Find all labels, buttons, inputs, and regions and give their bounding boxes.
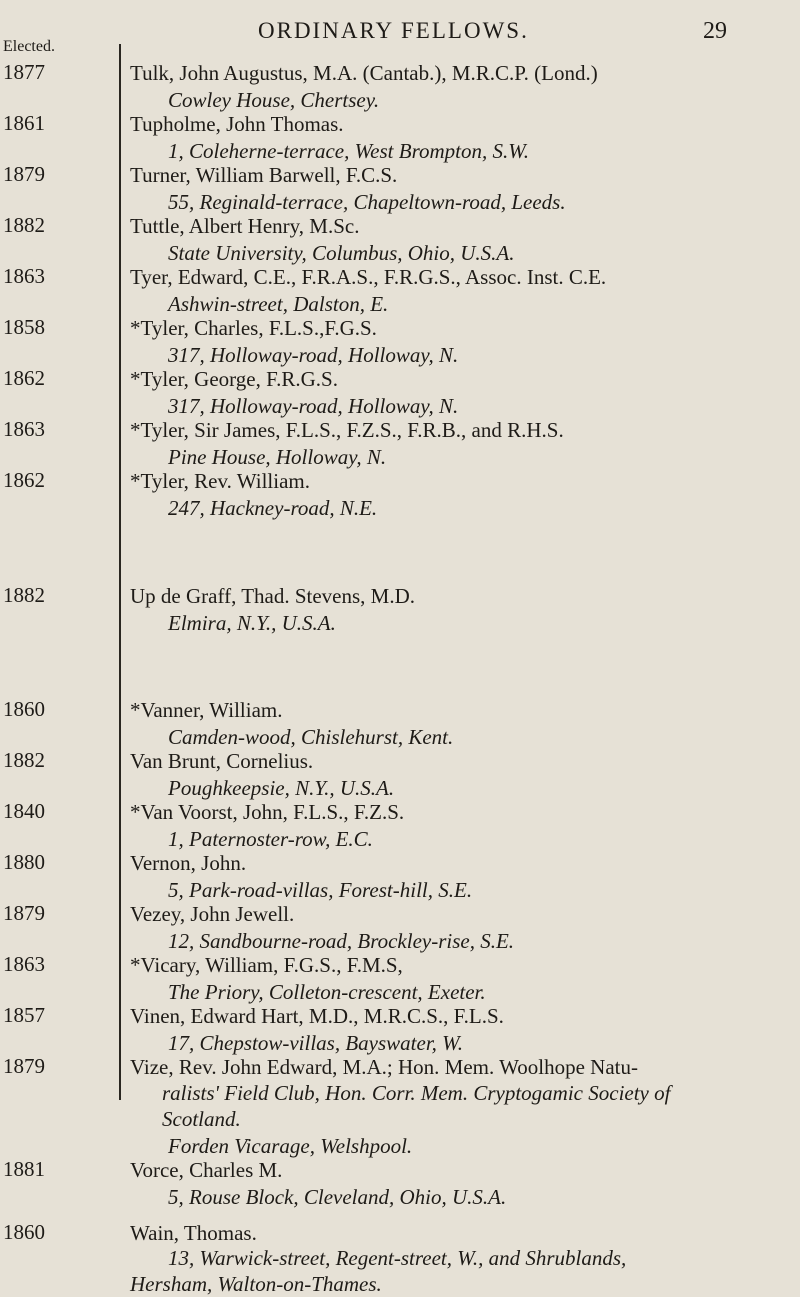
fellow-name: *Tyler, Charles, F.L.S.,F.G.S. [130,316,377,340]
fellow-name: *Tyler, Sir James, F.L.S., F.Z.S., F.R.B., and R.H.S. [130,418,564,442]
election-year: 1840 [3,799,45,823]
fellow-name-continued: ralists' Field Club, Hon. Corr. Mem. Cryptogamic Society of [162,1081,671,1105]
fellow-name: *Vanner, William. [130,698,283,722]
elected-column-label: Elected. [3,38,55,55]
fellow-name: Vorce, Charles M. [130,1158,283,1182]
fellow-name: Tuttle, Albert Henry, M.Sc. [130,214,360,238]
election-year: 1882 [3,583,45,607]
election-year: 1863 [3,952,45,976]
fellow-name: Turner, William Barwell, F.C.S. [130,163,398,187]
election-year: 1862 [3,468,45,492]
fellow-name: *Vicary, William, F.G.S., F.M.S, [130,953,403,977]
fellow-address: 247, Hackney-road, N.E. [168,496,378,520]
election-year: 1877 [3,60,45,84]
fellow-name: Tupholme, John Thomas. [130,112,344,136]
fellow-address: 5, Rouse Block, Cleveland, Ohio, U.S.A. [168,1185,507,1209]
fellow-name: *Tyler, Rev. William. [130,469,310,493]
fellow-name: Van Brunt, Cornelius. [130,749,314,773]
election-year: 1881 [3,1157,45,1181]
fellow-address: The Priory, Colleton-crescent, Exeter. [168,980,486,1004]
fellow-name: Vernon, John. [130,851,247,875]
fellow-address: Cowley House, Chertsey. [168,88,380,112]
fellow-name: Tyer, Edward, C.E., F.R.A.S., F.R.G.S., Assoc. Inst. C.E. [130,265,607,289]
column-divider [119,44,121,1100]
election-year: 1857 [3,1003,45,1027]
election-year: 1863 [3,417,45,441]
fellow-address: 13, Warwick-street, Regent-street, W., and Shrublands, [168,1246,627,1270]
fellow-address-continued: Hersham, Walton-on-Thames. [130,1272,382,1296]
fellow-address: 5, Park-road-villas, Forest-hill, S.E. [168,878,473,902]
election-year: 1862 [3,366,45,390]
fellow-address: Elmira, N.Y., U.S.A. [168,611,336,635]
election-year: 1882 [3,213,45,237]
fellow-address: 1, Paternoster-row, E.C. [168,827,373,851]
fellow-name: Vezey, John Jewell. [130,902,295,926]
election-year: 1879 [3,1054,45,1078]
fellow-address: Pine House, Holloway, N. [168,445,387,469]
fellow-address: 1, Coleherne-terrace, West Brompton, S.W. [168,139,530,163]
election-year: 1880 [3,850,45,874]
fellow-name: Vize, Rev. John Edward, M.A.; Hon. Mem. Woolhope Natu- [130,1055,638,1079]
fellow-address: 317, Holloway-road, Holloway, N. [168,394,459,418]
election-year: 1860 [3,1220,45,1244]
fellow-name: Vinen, Edward Hart, M.D., M.R.C.S., F.L.S. [130,1004,504,1028]
fellow-address: Ashwin-street, Dalston, E. [168,292,389,316]
fellow-name: Wain, Thomas. [130,1221,257,1245]
election-year: 1860 [3,697,45,721]
page-number: 29 [703,18,727,44]
fellow-name-continued: Scotland. [162,1107,241,1131]
fellow-name: *Van Voorst, John, F.L.S., F.Z.S. [130,800,405,824]
election-year: 1879 [3,901,45,925]
fellow-address: 12, Sandbourne-road, Brockley-rise, S.E. [168,929,515,953]
fellow-address: 55, Reginald-terrace, Chapeltown-road, Leeds. [168,190,566,214]
fellow-address: 17, Chepstow-villas, Bayswater, W. [168,1031,463,1055]
election-year: 1861 [3,111,45,135]
fellow-address: 317, Holloway-road, Holloway, N. [168,343,459,367]
running-head: ORDINARY FELLOWS. [258,18,529,43]
fellow-address: Camden-wood, Chislehurst, Kent. [168,725,454,749]
election-year: 1858 [3,315,45,339]
election-year: 1879 [3,162,45,186]
election-year: 1882 [3,748,45,772]
fellow-address: Forden Vicarage, Welshpool. [168,1134,413,1158]
fellow-address: Poughkeepsie, N.Y., U.S.A. [168,776,395,800]
fellow-address: State University, Columbus, Ohio, U.S.A. [168,241,515,265]
fellow-name: Up de Graff, Thad. Stevens, M.D. [130,584,416,608]
fellow-name: *Tyler, George, F.R.G.S. [130,367,338,391]
election-year: 1863 [3,264,45,288]
fellow-name: Tulk, John Augustus, M.A. (Cantab.), M.R.C.P. (Lond.) [130,61,598,85]
